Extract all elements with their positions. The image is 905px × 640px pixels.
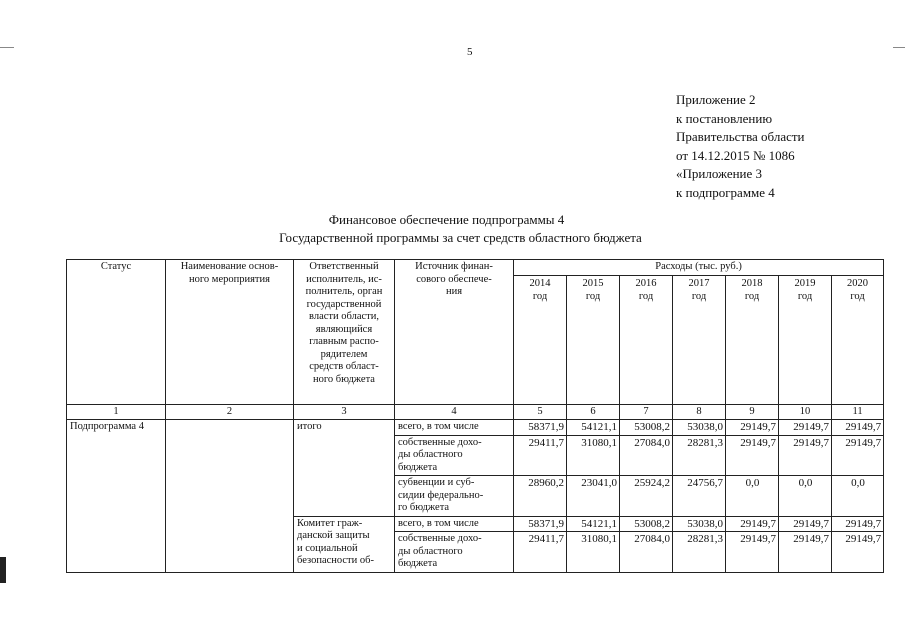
source-cell: субвенции и суб- сидии федерально- го бюджета — [395, 476, 514, 517]
header-executor: Ответственный исполнитель, ис- полнитель, орган государственной власти области, являющийся главным распо- рядителем средств област- ного бюджета — [294, 260, 395, 405]
value-cell: 29149,7 — [726, 435, 779, 476]
value-cell: 29149,7 — [832, 532, 884, 573]
header-year: 2017 год — [673, 275, 726, 404]
value-cell: 29149,7 — [726, 516, 779, 532]
appendix-line: «Приложение 3 — [676, 166, 763, 181]
value-cell: 29411,7 — [514, 435, 567, 476]
value-cell: 28960,2 — [514, 476, 567, 517]
appendix-line: Приложение 2 — [676, 92, 756, 107]
scan-edge-line-left — [0, 47, 14, 48]
scan-edge-line-right — [893, 47, 905, 48]
appendix-block — [676, 91, 805, 202]
value-cell: 53038,0 — [673, 516, 726, 532]
header-year: 2014 год — [514, 275, 567, 404]
value-cell: 58371,9 — [514, 516, 567, 532]
column-number: 10 — [779, 404, 832, 420]
header-row — [67, 260, 884, 276]
value-cell: 28281,3 — [673, 435, 726, 476]
page-number: 5 — [467, 46, 473, 58]
source-cell: собственные дохо- ды областного бюджета — [395, 435, 514, 476]
header-source: Источник финан- сового обеспече- ния — [395, 260, 514, 405]
value-cell: 24756,7 — [673, 476, 726, 517]
column-number: 6 — [567, 404, 620, 420]
value-cell: 53008,2 — [620, 516, 673, 532]
scan-margin-mark — [0, 557, 6, 583]
header-year: 2020 год — [832, 275, 884, 404]
header-year: 2018 год — [726, 275, 779, 404]
value-cell: 27084,0 — [620, 435, 673, 476]
column-number: 9 — [726, 404, 779, 420]
column-number: 7 — [620, 404, 673, 420]
table-row — [67, 420, 884, 436]
title-line-1: Финансовое обеспечение подпрограммы 4 — [328, 212, 565, 227]
value-cell: 23041,0 — [567, 476, 620, 517]
column-number: 11 — [832, 404, 884, 420]
value-cell: 31080,1 — [567, 532, 620, 573]
appendix-line: от 14.12.2015 № 1086 — [676, 147, 795, 163]
value-cell: 29149,7 — [779, 532, 832, 573]
value-cell: 54121,1 — [567, 516, 620, 532]
value-cell: 27084,0 — [620, 532, 673, 573]
value-cell: 29149,7 — [779, 435, 832, 476]
appendix-line: к постановлению — [676, 110, 773, 126]
value-cell: 25924,2 — [620, 476, 673, 517]
header-status: Статус — [67, 260, 166, 405]
value-cell: 29411,7 — [514, 532, 567, 573]
column-number: 5 — [514, 404, 567, 420]
header-year: 2015 год — [567, 275, 620, 404]
appendix-line: к подпрограмме 4 — [676, 184, 775, 200]
value-cell: 28281,3 — [673, 532, 726, 573]
value-cell: 0,0 — [832, 476, 884, 517]
value-cell: 29149,7 — [832, 435, 884, 476]
appendix-line: Правительства области — [676, 129, 805, 144]
value-cell: 29149,7 — [779, 420, 832, 436]
status-cell: Подпрограмма 4 — [67, 420, 166, 573]
column-number: 8 — [673, 404, 726, 420]
header-year: 2016 год — [620, 275, 673, 404]
document-title — [0, 211, 905, 247]
header-event: Наименование основ- ного мероприятия — [166, 260, 294, 405]
header-year: 2019 год — [779, 275, 832, 404]
value-cell: 29149,7 — [832, 420, 884, 436]
value-cell: 31080,1 — [567, 435, 620, 476]
value-cell: 29149,7 — [779, 516, 832, 532]
value-cell: 58371,9 — [514, 420, 567, 436]
column-number: 3 — [294, 404, 395, 420]
value-cell: 53038,0 — [673, 420, 726, 436]
value-cell: 29149,7 — [726, 532, 779, 573]
value-cell: 0,0 — [779, 476, 832, 517]
column-number: 2 — [166, 404, 294, 420]
source-cell: всего, в том числе — [395, 516, 514, 532]
event-cell — [166, 420, 294, 573]
value-cell: 54121,1 — [567, 420, 620, 436]
column-number-row — [67, 404, 884, 420]
value-cell: 29149,7 — [832, 516, 884, 532]
source-cell: собственные дохо- ды областного бюджета — [395, 532, 514, 573]
source-cell: всего, в том числе — [395, 420, 514, 436]
value-cell: 29149,7 — [726, 420, 779, 436]
title-line-2: Государственной программы за счет средств областного бюджета — [279, 230, 642, 245]
value-cell: 0,0 — [726, 476, 779, 517]
column-number: 4 — [395, 404, 514, 420]
executor-cell: Комитет граж- данской защиты и социальной безопасности об- — [294, 516, 395, 572]
executor-cell: итого — [294, 420, 395, 517]
column-number: 1 — [67, 404, 166, 420]
header-expenses: Расходы (тыс. руб.) — [514, 260, 884, 276]
value-cell: 53008,2 — [620, 420, 673, 436]
financing-table — [66, 259, 884, 573]
